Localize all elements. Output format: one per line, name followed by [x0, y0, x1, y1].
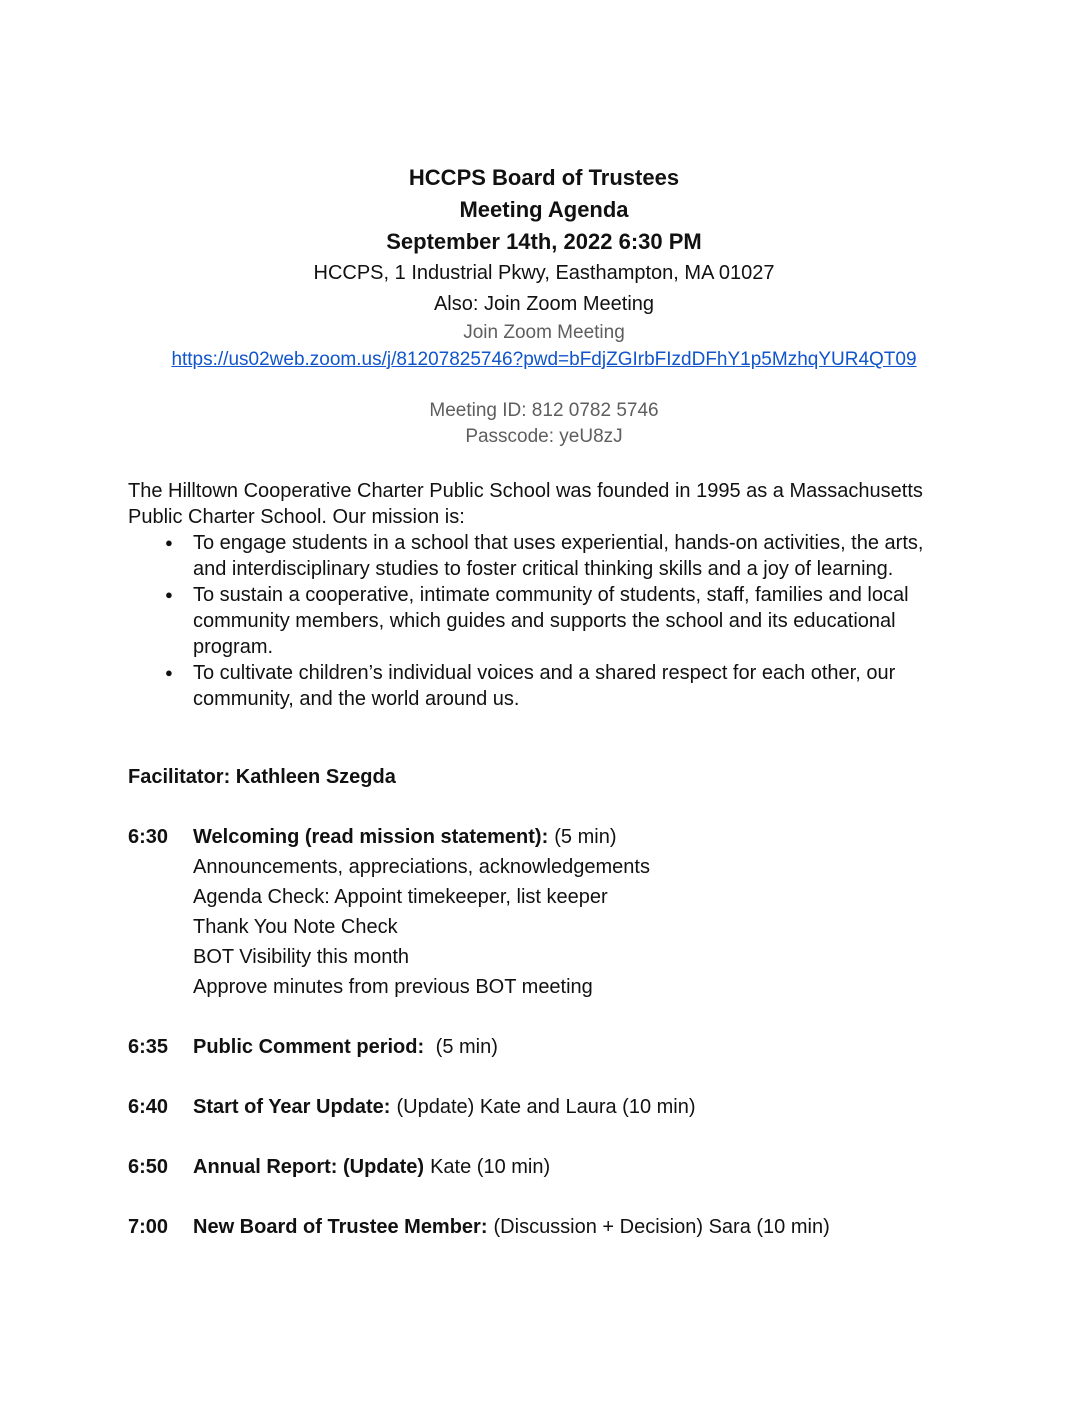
mission-bullet-item: [128, 660, 960, 712]
agenda-content: [193, 1152, 960, 1182]
agenda-content: [193, 1032, 960, 1062]
also-join-line: Also: Join Zoom Meeting: [433, 293, 655, 315]
agenda-title-line: [193, 1212, 960, 1242]
zoom-meeting-label: Join Zoom Meeting: [463, 322, 625, 343]
agenda-title-line: [193, 1032, 960, 1062]
facilitator-line: Facilitator: Kathleen Szegda: [128, 766, 396, 788]
agenda-detail: Kate (10 min): [430, 1156, 551, 1178]
zoom-link-row: [128, 346, 960, 373]
agenda-title: New Board of Trustee Member:: [193, 1216, 488, 1238]
agenda-item-new-board-member: [128, 1212, 960, 1242]
mission-bullet-item: [128, 530, 960, 582]
agenda-title-line: [193, 822, 960, 852]
zoom-meeting-link[interactable]: https://us02web.zoom.us/j/81207825746?pwd=bFdjZGIrbFIzdDFhY1p5MzhqYUR4QT09: [171, 349, 917, 370]
meeting-datetime: September 14th, 2022 6:30 PM: [386, 229, 702, 254]
agenda-item-start-of-year: [128, 1092, 960, 1122]
agenda-title: Welcoming (read mission statement):: [193, 826, 549, 848]
agenda-title: Start of Year Update:: [193, 1096, 391, 1118]
agenda-detail: (5 min): [554, 826, 617, 848]
agenda-content: [193, 822, 960, 1002]
mission-bullet-item: [128, 582, 960, 660]
agenda-content: [193, 1212, 960, 1242]
mission-bullet-text: To engage students in a school that uses experiential, hands-on activities, the arts, and interdisciplinary studies to foster critical thinking skills and a joy of learning.: [193, 532, 924, 580]
agenda-title-line: [193, 1092, 960, 1122]
meeting-location: HCCPS, 1 Industrial Pkwy, Easthampton, MA 01027: [313, 262, 775, 284]
agenda-title-line: [193, 1152, 960, 1182]
bullet-icon: ●: [165, 587, 173, 602]
agenda-title: Annual Report: (Update): [193, 1156, 425, 1178]
mission-intro: The Hilltown Cooperative Charter Public School was founded in 1995 as a Massachusetts Public Charter School. Our mission is:: [128, 480, 923, 528]
agenda-content: [193, 1092, 960, 1122]
agenda-detail: (Discussion + Decision) Sara (10 min): [493, 1216, 830, 1238]
bullet-icon: ●: [165, 535, 173, 550]
agenda-item-welcoming: [128, 822, 960, 1002]
agenda-subitem: Approve minutes from previous BOT meeting: [193, 976, 593, 998]
agenda-item-annual-report: [128, 1152, 960, 1182]
agenda-subitem: Thank You Note Check: [193, 916, 398, 938]
agenda-subitem: BOT Visibility this month: [193, 946, 410, 968]
document-header: [128, 162, 960, 450]
agenda-time: 7:00: [128, 1216, 169, 1238]
mission-bullet-text: To cultivate children’s individual voices and a shared respect for each other, our community, and the world around us.: [193, 662, 896, 710]
agenda-time: 6:30: [128, 826, 169, 848]
meeting-id: Meeting ID: 812 0782 5746: [429, 400, 659, 421]
agenda-title: Public Comment period:: [193, 1036, 425, 1058]
agenda-subitem: Agenda Check: Appoint timekeeper, list keeper: [193, 886, 608, 908]
agenda-time: 6:50: [128, 1156, 169, 1178]
agenda-item-public-comment: [128, 1032, 960, 1062]
agenda-detail: (Update) Kate and Laura (10 min): [396, 1096, 696, 1118]
meeting-passcode: Passcode: yeU8zJ: [465, 426, 623, 447]
doc-subtitle: Meeting Agenda: [459, 197, 629, 222]
mission-bullet-text: To sustain a cooperative, intimate community of students, staff, families and local community members, which guides and supports the school and its educational program.: [193, 584, 909, 658]
agenda-time: 6:40: [128, 1096, 169, 1118]
mission-bullet-list: [128, 530, 960, 712]
agenda-time: 6:35: [128, 1036, 169, 1058]
doc-title: HCCPS Board of Trustees: [408, 165, 680, 190]
agenda-detail: (5 min): [430, 1036, 498, 1058]
agenda-subitem: Announcements, appreciations, acknowledgements: [193, 856, 650, 878]
bullet-icon: ●: [165, 665, 173, 680]
